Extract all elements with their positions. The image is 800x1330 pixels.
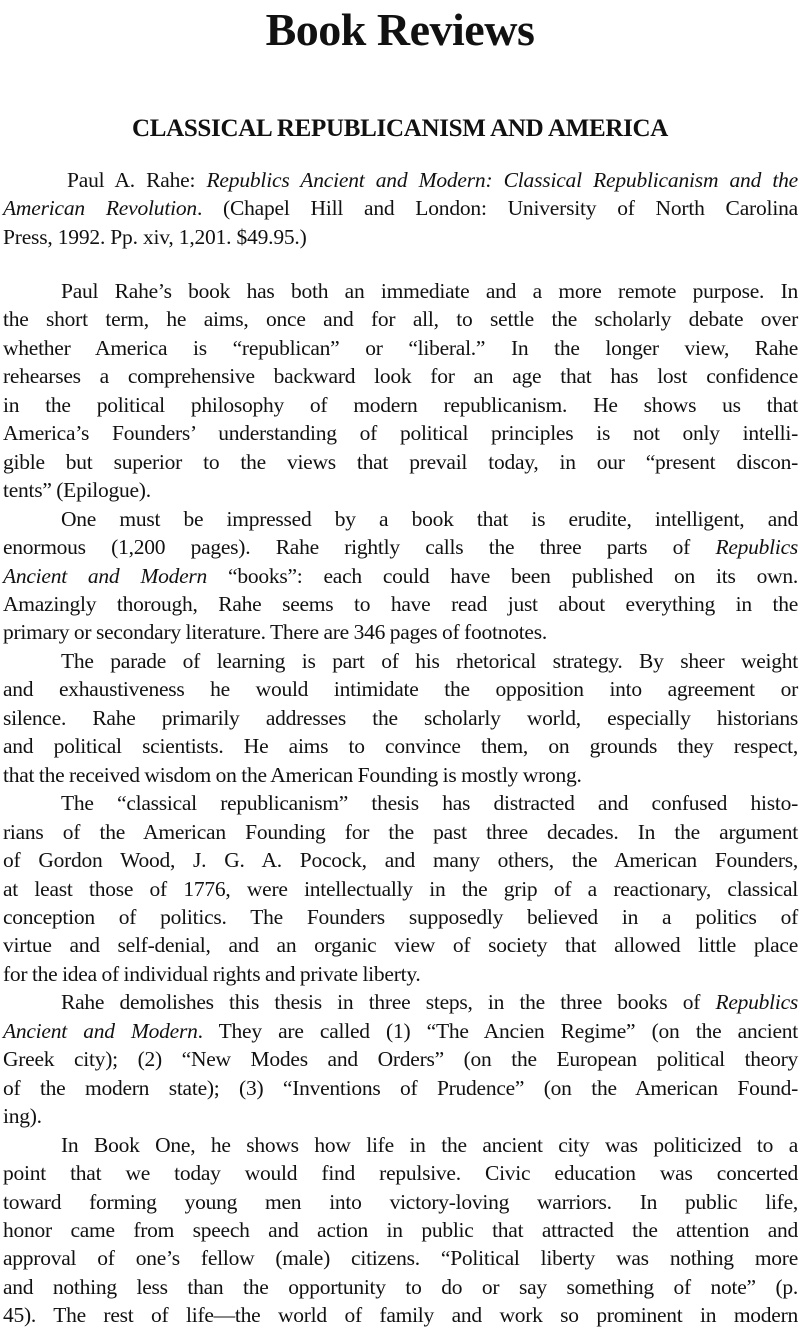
citation-line: Paul A. Rahe: Republics Ancient and Modern: Classical Republicanism and the [67, 168, 798, 192]
citation-line: American Revolution. (Chapel Hill and London: University of North Carolina [3, 196, 798, 221]
review-paragraph [3, 277, 798, 505]
text-line: approval of one’s fellow (male) citizens. “Political liberty was nothing more [3, 1246, 798, 1271]
text-line: conception of politics. The Founders supposedly believed in a politics of [3, 904, 798, 929]
text-line: the short term, he aims, once and for all, to settle the scholarly debate over [3, 307, 798, 332]
text-line: One must be impressed by a book that is erudite, intelligent, and [61, 506, 798, 531]
text-line: enormous (1,200 pages). Rahe rightly calls the three parts of Republics [3, 535, 798, 560]
text-line: at least those of 1776, were intellectually in the grip of a reactionary, classical [3, 876, 798, 901]
text-line: virtue and self-denial, and an organic view of society that allowed little place [3, 933, 798, 958]
text-line: point that we today would find repulsive. Civic education was concerted [3, 1161, 798, 1186]
book-title-italic: Republics Ancient and Modern: Classical Republicanism and the [206, 168, 798, 192]
text-line: Paul Rahe’s book has both an immediate and a more remote purpose. In [61, 279, 798, 303]
text-line: Ancient and Modern “books”: each could have been published on its own. [3, 563, 798, 588]
book-title-italic: American Revolution [3, 196, 197, 221]
text-line: Rahe demolishes this thesis in three steps, in the three books of Republics [61, 990, 798, 1015]
book-citation [3, 166, 798, 251]
text-line: that the received wisdom on the American Founding is mostly wrong. [3, 762, 582, 787]
book-title-italic: Ancient and Modern [3, 1018, 198, 1043]
review-paragraph [3, 1131, 798, 1330]
text-line: toward forming young men into victory-loving warriors. In public life, [3, 1189, 798, 1214]
text-line: tents” (Epilogue). [3, 478, 151, 503]
text-line: of Gordon Wood, J. G. A. Pocock, and many others, the American Founders, [3, 848, 798, 873]
book-title-italic: Republics [715, 535, 798, 560]
text-line: ing). [3, 1104, 42, 1129]
text-line: silence. Rahe primarily addresses the scholarly world, especially historians [3, 705, 798, 730]
text-line: Greek city); (2) “New Modes and Orders” (on the European political theory [3, 1047, 798, 1072]
text-line: for the idea of individual rights and private liberty. [3, 961, 421, 986]
citation-line: Press, 1992. Pp. xiv, 1,201. $49.95.) [3, 224, 307, 249]
review-paragraph [3, 988, 798, 1130]
review-paragraph [3, 505, 798, 647]
text-line: rehearses a comprehensive backward look for an age that has lost confidence [3, 364, 798, 389]
text-line: Ancient and Modern. They are called (1) “The Ancien Regime” (on the ancient [3, 1018, 798, 1043]
text-line: The “classical republicanism” thesis has distracted and confused histo- [61, 791, 798, 816]
text-line: whether America is “republican” or “liberal.” In the longer view, Rahe [3, 335, 798, 360]
text-line: honor came from speech and action in public that attracted the attention and [3, 1217, 798, 1242]
review-title: CLASSICAL REPUBLICANISM AND AMERICA [131, 115, 669, 142]
review-body [3, 277, 798, 1330]
book-title-italic: Ancient and Modern [3, 563, 208, 588]
text-line: in the political philosophy of modern republicanism. He shows us that [3, 392, 798, 417]
review-paragraph [3, 789, 798, 988]
text-line: gible but superior to the views that prevail today, in our “present discon- [3, 449, 798, 474]
text-line: America’s Founders’ understanding of political principles is not only intelli- [3, 421, 798, 446]
text-line: and exhaustiveness he would intimidate the opposition into agreement or [3, 677, 798, 702]
text-line: rians of the American Founding for the past three decades. In the argument [3, 819, 798, 844]
review-paragraph [3, 647, 798, 789]
text-line: In Book One, he shows how life in the ancient city was politicized to a [61, 1132, 798, 1157]
book-title-italic: Republics [715, 990, 798, 1015]
text-line: primary or secondary literature. There are 346 pages of footnotes. [3, 620, 547, 645]
text-line: and nothing less than the opportunity to do or say something of note” (p. [3, 1274, 798, 1299]
text-line: Amazingly thorough, Rahe seems to have read just about everything in the [3, 591, 798, 616]
section-title: Book Reviews [265, 4, 535, 55]
text-line: The parade of learning is part of his rhetorical strategy. By sheer weight [61, 648, 798, 673]
text-line: 45). The rest of life—the world of family and work so prominent in modern [3, 1303, 798, 1328]
text-line: and political scientists. He aims to convince them, on grounds they respect, [3, 734, 798, 759]
text-line: of the modern state); (3) “Inventions of Prudence” (on the American Found- [3, 1075, 798, 1100]
